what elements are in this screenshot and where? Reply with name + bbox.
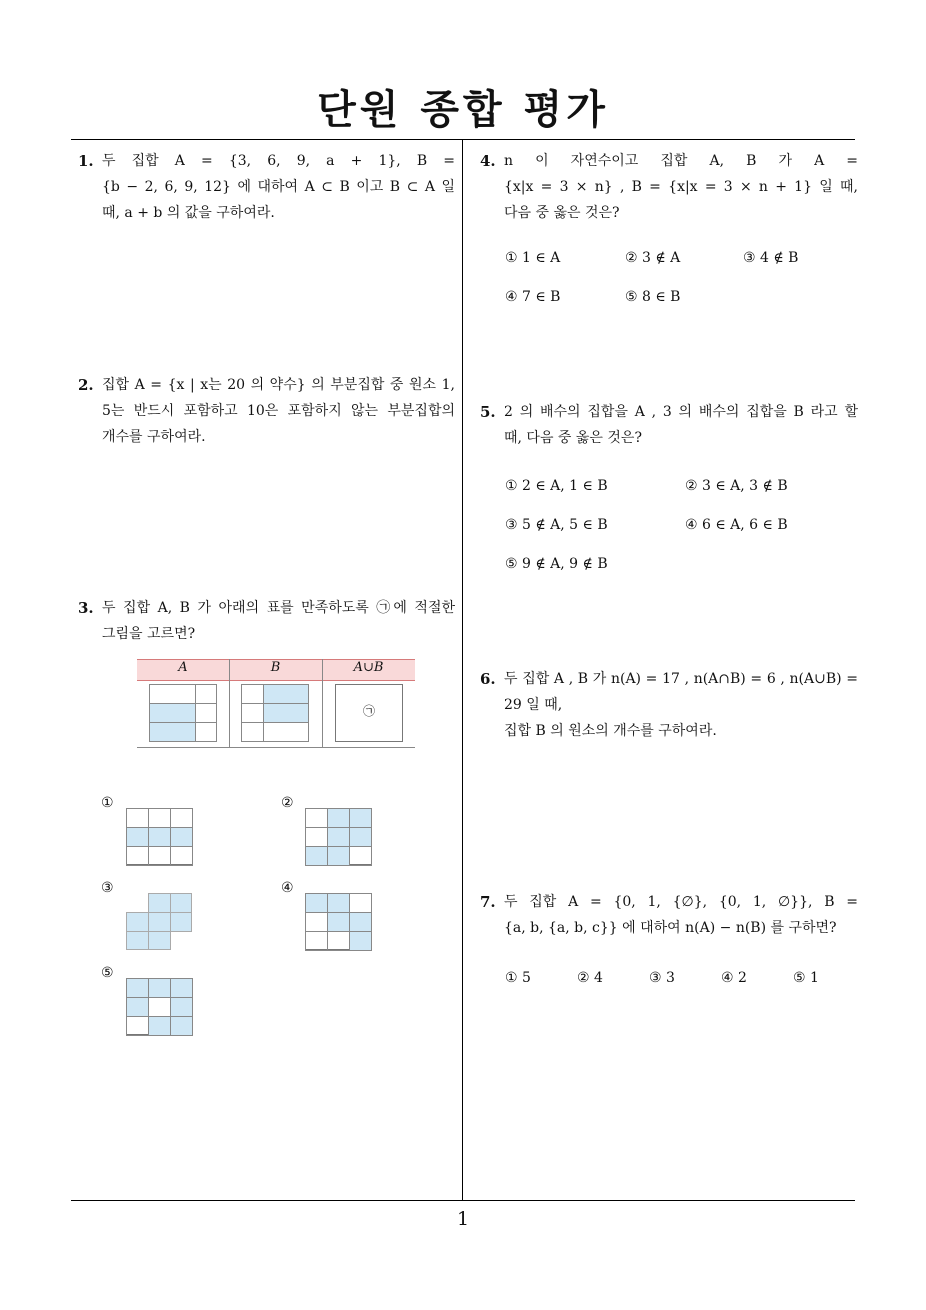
choice-2-diagram[interactable] xyxy=(305,808,372,865)
grid-cell-filled xyxy=(305,893,328,913)
option-3[interactable]: ③ 4 ∉ B xyxy=(743,250,799,266)
question-text: 다음 중 옳은 것은? xyxy=(504,205,620,221)
question-1 xyxy=(78,148,455,226)
grid-cell-filled xyxy=(349,931,372,951)
grid-cell-filled xyxy=(263,703,309,723)
question-3 xyxy=(78,595,455,647)
question-2 xyxy=(78,372,455,450)
question-number: 2. xyxy=(78,376,94,394)
option-1[interactable]: ① 5 xyxy=(505,970,531,986)
grid-cell-filled xyxy=(170,978,193,998)
grid-cell-filled xyxy=(148,931,171,950)
grid-cell-filled xyxy=(327,912,350,932)
set-b-diagram xyxy=(241,684,309,742)
option-4[interactable]: ④ 6 ∈ A, 6 ∈ B xyxy=(685,517,788,533)
grid-cell-filled xyxy=(170,827,193,847)
option-4[interactable]: ④ 7 ∈ B xyxy=(505,289,561,305)
question-number: 1. xyxy=(78,152,94,170)
grid-cell-filled xyxy=(170,997,193,1017)
grid-cell xyxy=(170,846,193,866)
question-text: 집합 B 의 원소의 개수를 구하여라. xyxy=(504,723,717,739)
choice-label: ② xyxy=(281,795,294,811)
question-text: 집합 A = {x | x는 20 의 약수} 의 부분집합 중 원소 1, xyxy=(102,377,455,393)
grid-cell xyxy=(126,808,149,828)
option-1[interactable]: ① 2 ∈ A, 1 ∈ B xyxy=(505,478,608,494)
grid-cell-filled xyxy=(148,893,171,913)
grid-cell-filled xyxy=(349,912,372,932)
grid-cell-filled xyxy=(126,827,149,847)
grid-cell xyxy=(195,684,217,704)
grid-cell xyxy=(195,722,217,742)
question-text: 29 일 때, xyxy=(504,697,563,713)
question-text: 두 집합 A = {3, 6, 9, a + 1}, B = xyxy=(102,153,455,169)
grid-cell-filled xyxy=(305,846,328,866)
question-text: {x|x = 3 × n} , B = {x|x = 3 × n + 1} 일 때, xyxy=(504,179,858,195)
option-5[interactable]: ⑤ 9 ∉ A, 9 ∉ B xyxy=(505,556,608,572)
option-1[interactable]: ① 1 ∈ A xyxy=(505,250,561,266)
bottom-rule xyxy=(71,1200,855,1201)
grid-cell-filled xyxy=(327,893,350,913)
grid-cell-filled xyxy=(148,978,171,998)
question-7 xyxy=(480,889,858,941)
grid-cell xyxy=(241,722,264,742)
grid-cell-filled xyxy=(170,893,192,913)
page-number: 1 xyxy=(456,1208,470,1230)
top-rule xyxy=(71,139,855,140)
page-title: 단원 종합 평가 xyxy=(317,87,609,133)
grid-cell-filled xyxy=(148,827,171,847)
grid-cell xyxy=(263,722,309,742)
question-text: 2 의 배수의 집합을 A , 3 의 배수의 집합을 B 라고 할 xyxy=(504,404,858,420)
grid-cell xyxy=(305,931,328,951)
option-2[interactable]: ② 3 ∈ A, 3 ∉ B xyxy=(685,478,788,494)
question-text: 두 집합 A, B 가 아래의 표를 만족하도록 ㉠에 적절한 xyxy=(102,600,455,616)
option-3[interactable]: ③ 3 xyxy=(649,970,675,986)
grid-cell-filled xyxy=(126,978,149,998)
column-divider xyxy=(462,140,463,1201)
grid-cell-filled xyxy=(126,997,149,1017)
grid-cell xyxy=(148,808,171,828)
table-divider xyxy=(322,659,323,748)
option-5[interactable]: ⑤ 1 xyxy=(793,970,819,986)
blank-mark: ㉠ xyxy=(363,704,376,718)
question-6 xyxy=(480,666,858,744)
grid-cell xyxy=(349,846,372,866)
table-bottom-rule xyxy=(137,747,415,748)
choice-label: ① xyxy=(101,795,114,811)
table-header-a: A xyxy=(178,660,188,675)
grid-cell xyxy=(126,846,149,866)
question-number: 6. xyxy=(480,670,496,688)
condition-table xyxy=(137,659,415,748)
question-text: 그림을 고르면? xyxy=(102,626,196,642)
grid-cell-filled xyxy=(349,827,372,847)
question-number: 5. xyxy=(480,403,496,421)
choice-4-diagram[interactable] xyxy=(305,893,372,950)
grid-cell xyxy=(305,912,328,932)
grid-cell-filled xyxy=(126,931,149,950)
table-header-b: B xyxy=(270,660,281,675)
grid-cell-filled xyxy=(148,912,171,932)
grid-cell-filled xyxy=(327,846,350,866)
grid-cell xyxy=(148,997,171,1017)
grid-cell xyxy=(170,808,193,828)
grid-cell-filled xyxy=(327,827,350,847)
option-4[interactable]: ④ 2 xyxy=(721,970,747,986)
table-header-union: A∪B xyxy=(353,660,384,675)
grid-cell xyxy=(149,684,196,704)
choice-5-diagram[interactable] xyxy=(126,978,193,1035)
table-divider xyxy=(229,659,230,748)
grid-cell xyxy=(327,931,350,951)
choice-1-diagram[interactable] xyxy=(126,808,193,865)
question-text: 때, a + b 의 값을 구하여라. xyxy=(102,205,275,221)
choice-label: ⑤ xyxy=(101,965,114,981)
grid-cell xyxy=(349,893,372,913)
option-5[interactable]: ⑤ 8 ∈ B xyxy=(625,289,681,305)
grid-cell xyxy=(195,703,217,723)
grid-cell-filled xyxy=(148,1016,171,1036)
question-text: 때, 다음 중 옳은 것은? xyxy=(504,430,642,446)
union-diagram-blank xyxy=(335,684,403,742)
question-text: 두 집합 A = {0, 1, {∅}, {0, 1, ∅}}, B = xyxy=(504,894,858,910)
question-number: 3. xyxy=(78,599,94,617)
choice-3-diagram[interactable] xyxy=(126,893,193,950)
question-text: 두 집합 A , B 가 n(A) = 17 , n(A∩B) = 6 , n(A∪B) = xyxy=(504,671,858,687)
grid-cell-filled xyxy=(263,684,309,704)
option-2[interactable]: ② 3 ∉ A xyxy=(625,250,681,266)
grid-cell-filled xyxy=(149,703,196,723)
grid-cell xyxy=(126,1016,149,1036)
question-text: {b − 2, 6, 9, 12} 에 대하여 A ⊂ B 이고 B ⊂ A 일 xyxy=(102,179,455,195)
grid-cell-filled xyxy=(349,808,372,828)
question-number: 4. xyxy=(480,152,496,170)
question-text: {a, b, {a, b, c}} 에 대하여 n(A) − n(B) 를 구하면? xyxy=(504,920,837,936)
grid-cell-filled xyxy=(170,1016,193,1036)
grid-cell xyxy=(305,827,328,847)
option-2[interactable]: ② 4 xyxy=(577,970,603,986)
choice-label: ④ xyxy=(281,880,294,896)
grid-cell-filled xyxy=(170,912,192,932)
question-text: 개수를 구하여라. xyxy=(102,429,206,445)
question-4 xyxy=(480,148,858,226)
grid-cell-filled xyxy=(327,808,350,828)
set-a-diagram xyxy=(149,684,217,742)
question-text: n 이 자연수이고 집합 A, B 가 A = xyxy=(504,153,858,169)
grid-cell xyxy=(241,703,264,723)
question-text: 5는 반드시 포함하고 10은 포함하지 않는 부분집합의 xyxy=(102,403,455,419)
grid-cell xyxy=(148,846,171,866)
choice-label: ③ xyxy=(101,880,114,896)
question-number: 7. xyxy=(480,893,496,911)
grid-cell-filled xyxy=(126,912,149,932)
grid-cell xyxy=(305,808,328,828)
option-3[interactable]: ③ 5 ∉ A, 5 ∈ B xyxy=(505,517,608,533)
grid-cell-filled xyxy=(149,722,196,742)
question-5 xyxy=(480,399,858,451)
grid-cell xyxy=(241,684,264,704)
